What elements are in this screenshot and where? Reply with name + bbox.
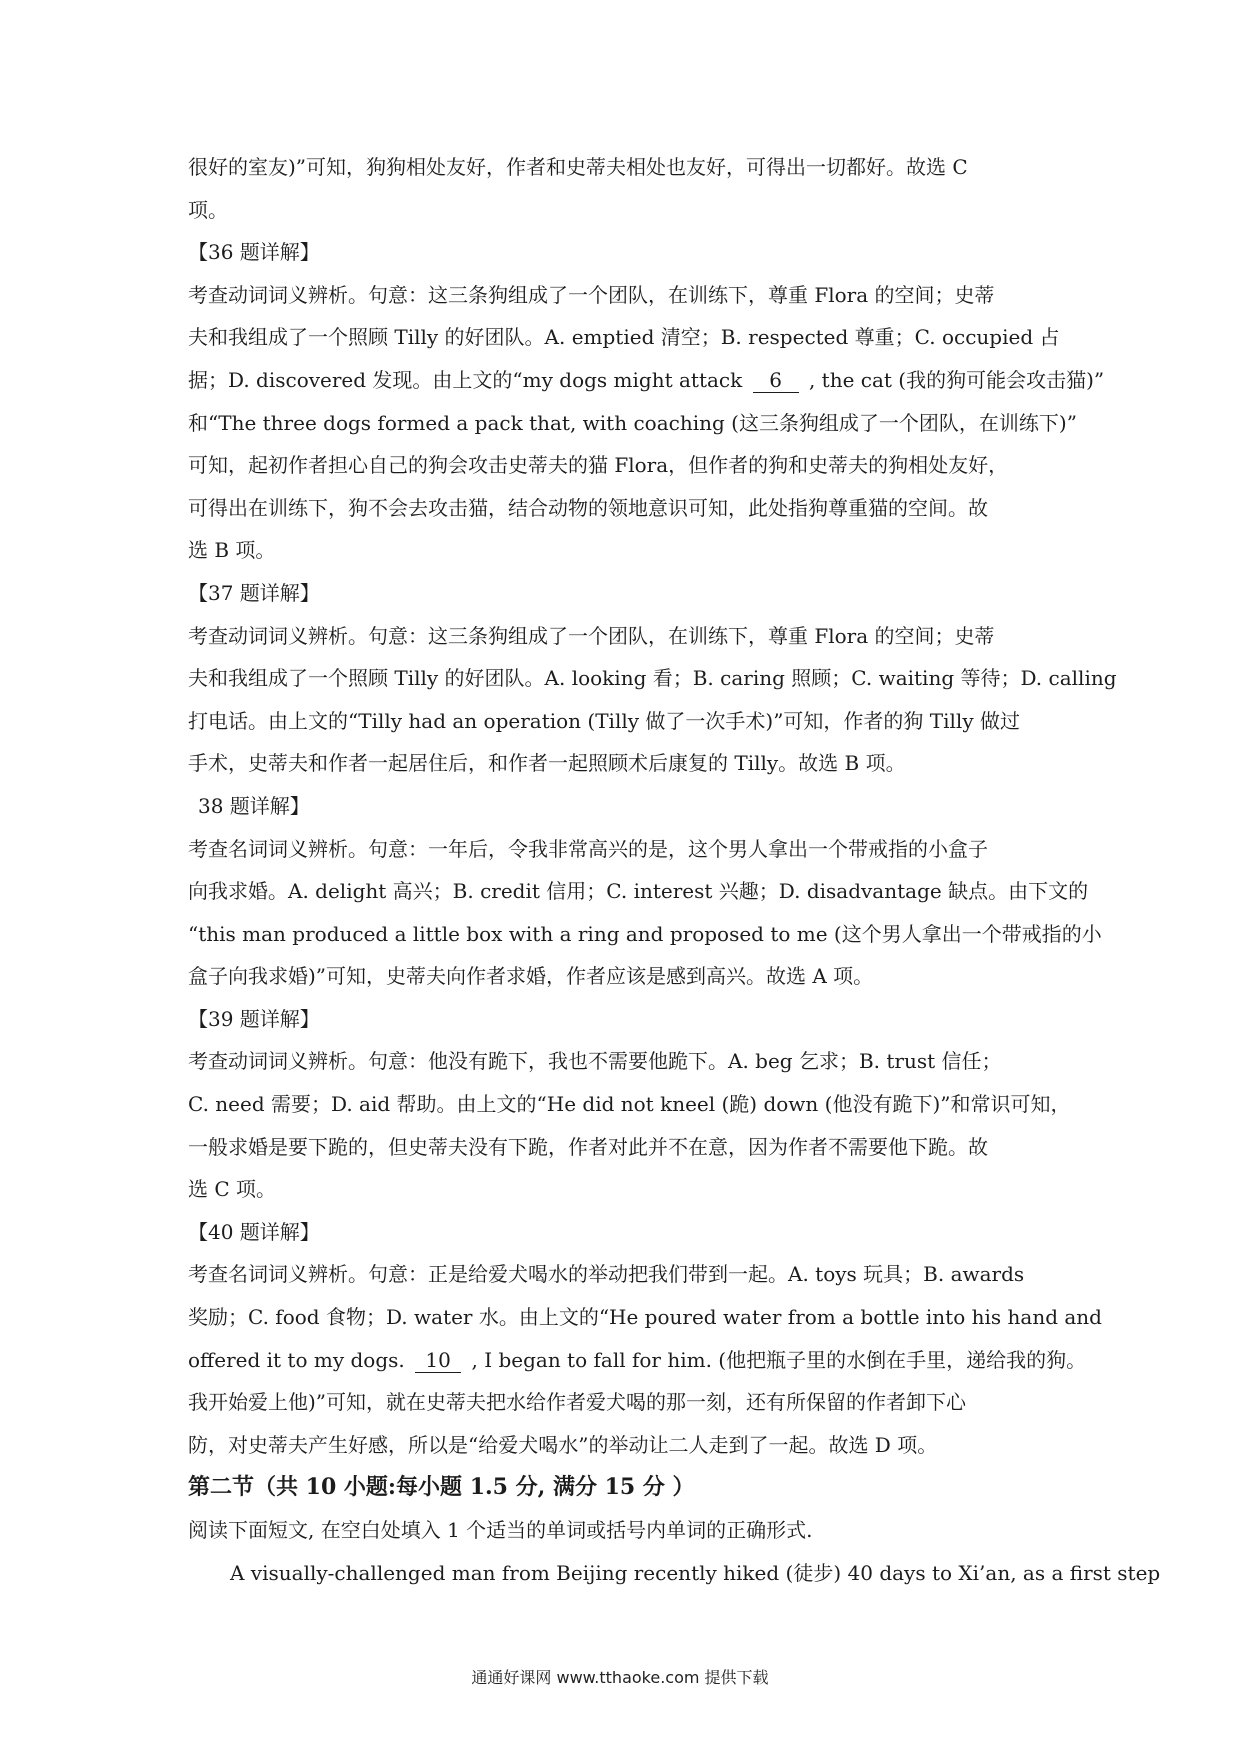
text-line: 选 C 项。 <box>188 1177 277 1202</box>
instruction: 阅读下面短文, 在空白处填入 1 个适当的单词或括号内单词的正确形式. <box>188 1518 813 1542</box>
section-heading: 第二节（共 10 小题:每小题 1.5 分, 满分 15 分 ） <box>188 1474 695 1501</box>
text-line: 考查动词词义辨析。句意：他没有跪下，我也不需要他跪下。A. beg 乞求；B. trust 信任； <box>188 1049 1002 1074</box>
text-line: 向我求婚。A. delight 高兴；B. credit 信用；C. interest 兴趣；D. disadvantage 缺点。由下文的 <box>188 879 1089 904</box>
q37-heading: 【37 题详解】 <box>188 580 320 605</box>
text-line: 打电话。由上文的“Tilly had an operation (Tilly 做了一次手术)”可知，作者的狗 Tilly 做过 <box>188 708 1020 733</box>
text-line: 很好的室友)”可知，狗狗相处友好，作者和史蒂夫相处也友好，可得出一切都好。故选 C <box>188 155 968 179</box>
answer-explanations <box>188 146 1161 1594</box>
blank-10: 10 <box>415 1348 461 1373</box>
passage-first-line: A visually-challenged man from Beijing recently hiked (徒步) 40 days to Xi’an, as a first step <box>230 1560 1161 1585</box>
text-line: 考查动词词义辨析。句意：这三条狗组成了一个团队，在训练下，尊重 Flora 的空间；史蒂 <box>188 282 995 307</box>
text-line: 考查名词词义辨析。句意：正是给爱犬喝水的举动把我们带到一起。A. toys 玩具；B. awards <box>188 1262 1025 1287</box>
text-line: 项。 <box>188 197 228 222</box>
text-line: 手术，史蒂夫和作者一起居住后，和作者一起照顾术后康复的 Tilly。故选 B 项。 <box>188 751 906 776</box>
text-line: 我开始爱上他)”可知，就在史蒂夫把水给作者爱犬喝的那一刻，还有所保留的作者卸下心 <box>188 1390 967 1415</box>
text-line: 考查动词词义辨析。句意：这三条狗组成了一个团队，在训练下，尊重 Flora 的空间；史蒂 <box>188 623 995 648</box>
text-line: 防，对史蒂夫产生好感，所以是“给爱犬喝水”的举动让二人走到了一起。故选 D 项。 <box>188 1432 938 1457</box>
text-line-with-blank: offered it to my dogs. 10 , I began to fall for him. (他把瓶子里的水倒在手里，递给我的狗。 <box>188 1347 1087 1372</box>
text-line: 夫和我组成了一个照顾 Tilly 的好团队。A. emptied 清空；B. respected 尊重；C. occupied 占 <box>188 325 1060 350</box>
q39-heading: 【39 题详解】 <box>188 1006 320 1031</box>
text-line: 选 B 项。 <box>188 538 276 563</box>
text-line: “this man produced a little box with a ring and proposed to me (这个男人拿出一个带戒指的小 <box>188 921 1102 946</box>
text-line: 和“The three dogs formed a pack that, with coaching (这三条狗组成了一个团队，在训练下)” <box>188 410 1077 435</box>
text-line: 夫和我组成了一个照顾 Tilly 的好团队。A. looking 看；B. caring 照顾；C. waiting 等待；D. calling <box>188 666 1117 691</box>
q40-heading: 【40 题详解】 <box>188 1219 320 1244</box>
text-line: 可知，起初作者担心自己的狗会攻击史蒂夫的猫 Flora，但作者的狗和史蒂夫的狗相处友好， <box>188 453 1009 478</box>
text-line: 一般求婚是要下跪的，但史蒂夫没有下跪，作者对此并不在意，因为作者不需要他下跪。故 <box>188 1134 988 1159</box>
text-line-with-blank: 据；D. discovered 发现。由上文的“my dogs might attack 6 , the cat (我的狗可能会攻击猫)” <box>188 367 1105 392</box>
text-line: 奖励；C. food 食物；D. water 水。由上文的“He poured water from a bottle into his hand and <box>188 1305 1102 1330</box>
text-line: 可得出在训练下，狗不会去攻击猫，结合动物的领地意识可知，此处指狗尊重猫的空间。故 <box>188 495 988 520</box>
text-line: C. need 需要；D. aid 帮助。由上文的“He did not kneel (跪) down (他没有跪下)”和常识可知， <box>188 1092 1071 1117</box>
footer: 通通好课网 www.tthaoke.com 提供下载 <box>471 1668 769 1687</box>
text-line: 盒子向我求婚)”可知，史蒂夫向作者求婚，作者应该是感到高兴。故选 A 项。 <box>188 964 874 989</box>
blank-6: 6 <box>753 368 799 393</box>
q36-heading: 【36 题详解】 <box>188 240 320 265</box>
q38-heading: 38 题详解】 <box>198 793 310 818</box>
text-line: 考查名词词义辨析。句意：一年后，令我非常高兴的是，这个男人拿出一个带戒指的小盒子 <box>188 836 988 861</box>
